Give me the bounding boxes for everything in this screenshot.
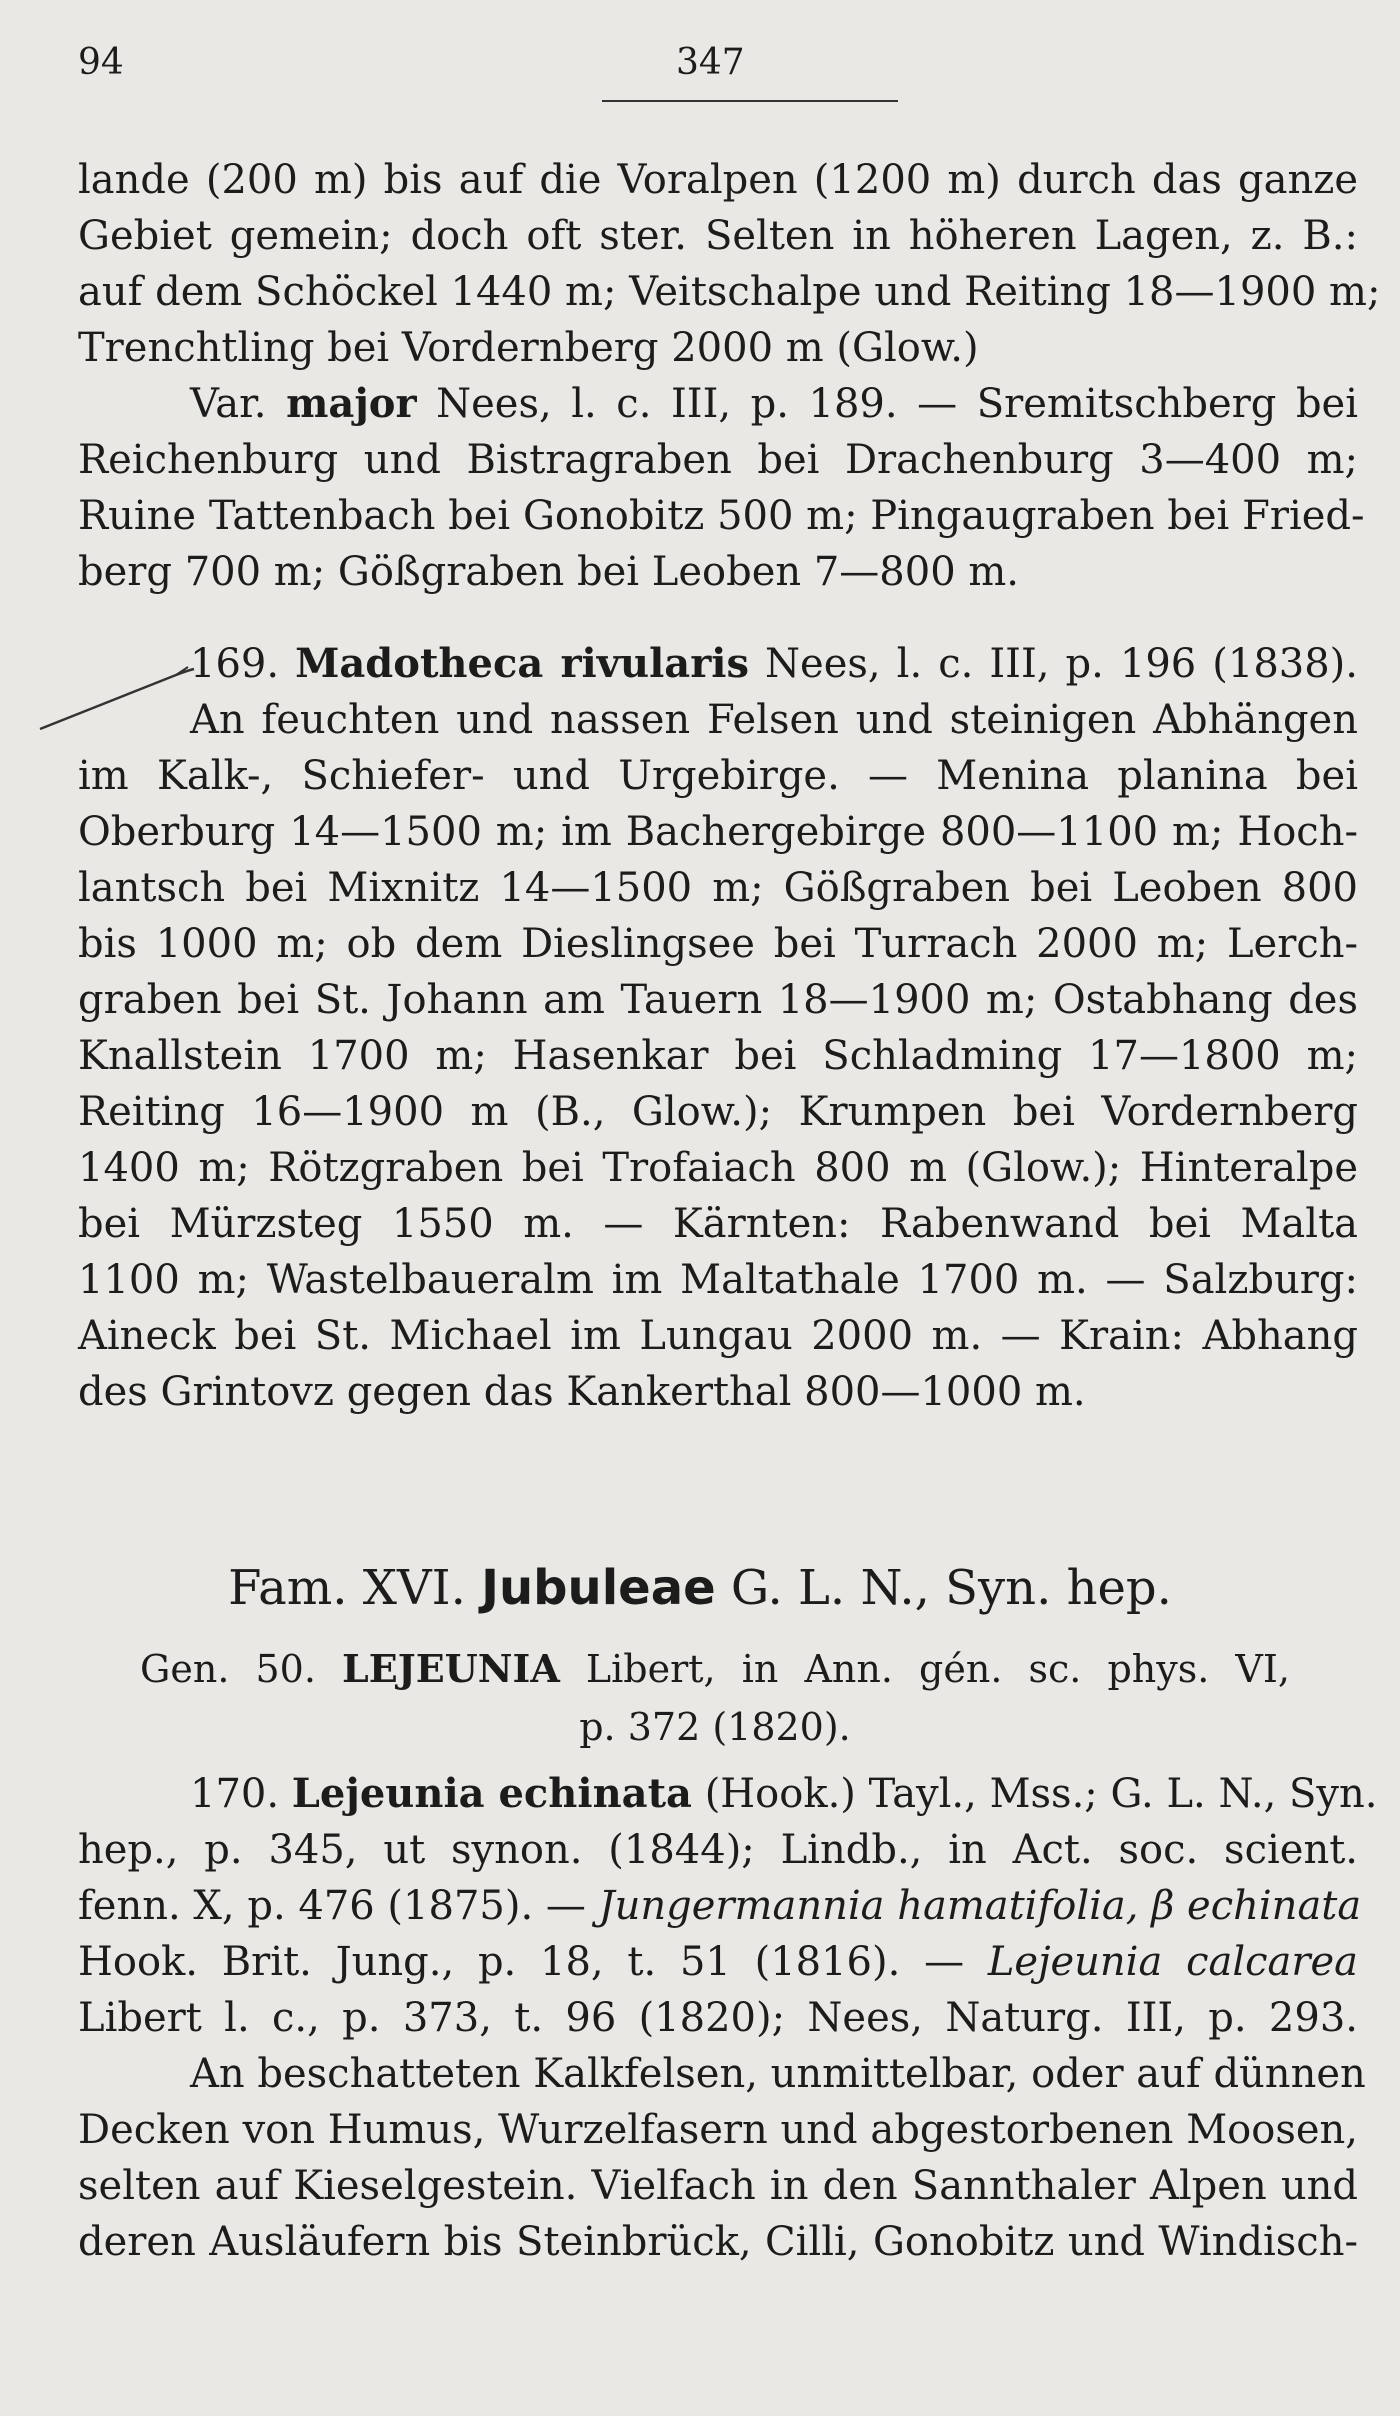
- entry-169: [78, 636, 1358, 1420]
- text-line: Trenchtling bei Vordernberg 2000 m (Glow.): [78, 325, 979, 371]
- text-line: Knallstein 1700 m; Hasenkar bei Schladming 17—1800 m;: [78, 1033, 1358, 1079]
- text-line: lantsch bei Mixnitz 14—1500 m; Gößgraben bei Leoben 800: [78, 865, 1358, 911]
- synonym-italic: Lejeunia calcarea: [987, 1939, 1359, 1985]
- text-line: Ruine Tattenbach bei Gonobitz 500 m; Pingaugraben bei Fried-: [78, 493, 1365, 539]
- page-number-left: 94: [78, 42, 124, 83]
- genus-name: LEJEUNIA: [342, 1646, 560, 1691]
- text-line: lande (200 m) bis auf die Voralpen (1200 m) durch das ganze: [78, 157, 1358, 203]
- text-line: Aineck bei St. Michael im Lungau 2000 m. — Krain: Abhang: [78, 1313, 1358, 1359]
- page-header: [78, 42, 1358, 122]
- species-name: Lejeunia echinata: [291, 1770, 692, 1817]
- genus-line: p. 372 (1820).: [579, 1705, 851, 1749]
- page-number-center: 347: [676, 42, 745, 83]
- text-line: bei Mürzsteg 1550 m. — Kärnten: Rabenwand bei Malta: [78, 1201, 1358, 1247]
- genus-line: Gen. 50. LEJEUNIA Libert, in Ann. gén. sc. phys. VI,: [140, 1646, 1290, 1691]
- text-line: berg 700 m; Gößgraben bei Leoben 7—800 m.: [78, 549, 1019, 595]
- text-line: auf dem Schöckel 1440 m; Veitschalpe und Reiting 18—1900 m;: [78, 269, 1381, 315]
- text-line: fenn. X, p. 476 (1875). — Jungermannia hamatifolia, β echinata: [78, 1883, 1362, 1929]
- text-line: hep., p. 345, ut synon. (1844); Lindb., in Act. soc. scient.: [78, 1827, 1358, 1873]
- text-line: graben bei St. Johann am Tauern 18—1900 m; Ostabhang des: [78, 977, 1358, 1023]
- species-name: Madotheca rivularis: [295, 640, 749, 687]
- text-line: Reiting 16—1900 m (B., Glow.); Krumpen bei Vordernberg: [78, 1089, 1358, 1135]
- synonym-italic: Jungermannia hamatifolia, β echinata: [598, 1883, 1362, 1929]
- text-line: An feuchten und nassen Felsen und steinigen Abhängen: [190, 697, 1358, 743]
- text-line: Reichenburg und Bistragraben bei Drachenburg 3—400 m;: [78, 437, 1358, 483]
- text-line: Decken von Humus, Wurzelfasern und abgestorbenen Moosen,: [78, 2107, 1358, 2153]
- text-line: 1400 m; Rötzgraben bei Trofaiach 800 m (Glow.); Hinteralpe: [78, 1145, 1358, 1191]
- text-line: Libert l. c., p. 373, t. 96 (1820); Nees, Naturg. III, p. 293.: [78, 1995, 1358, 2041]
- text-line: des Grintovz gegen das Kankerthal 800—1000 m.: [78, 1369, 1086, 1415]
- entry-heading: 170. Lejeunia echinata (Hook.) Tayl., Mss.; G. L. N., Syn.: [190, 1770, 1378, 1817]
- entry-170: [78, 1766, 1378, 2270]
- paragraph-distribution-continued: [78, 152, 1381, 600]
- text-line: 1100 m; Wastelbaueralm im Maltathale 1700 m. — Salzburg:: [78, 1257, 1358, 1303]
- text-line: Oberburg 14—1500 m; im Bachergebirge 800—1100 m; Hoch-: [78, 809, 1358, 855]
- family-name: Jubuleae: [481, 1560, 716, 1616]
- text-line: An beschatteten Kalkfelsen, unmittelbar, oder auf dünnen: [190, 2051, 1366, 2097]
- entry-heading: 169. Madotheca rivularis Nees, l. c. III, p. 196 (1838).: [190, 640, 1358, 687]
- text-line: bis 1000 m; ob dem Dieslingsee bei Turrach 2000 m; Lerch-: [78, 921, 1358, 967]
- variety-line: Var. major Nees, l. c. III, p. 189. — Sremitschberg bei: [190, 380, 1359, 427]
- genus-heading: [140, 1640, 1290, 1756]
- text-line: im Kalk-, Schiefer- und Urgebirge. — Menina planina bei: [78, 753, 1358, 799]
- text-line: Gebiet gemein; doch oft ster. Selten in höheren Lagen, z. B.:: [78, 213, 1358, 259]
- family-heading: Fam. XVI. Jubuleae G. L. N., Syn. hep.: [228, 1560, 1172, 1616]
- text-line: selten auf Kieselgestein. Vielfach in den Sannthaler Alpen und: [78, 2163, 1358, 2209]
- text-line: Hook. Brit. Jung., p. 18, t. 51 (1816). — Lejeunia calcarea: [78, 1939, 1359, 1985]
- text-line: deren Ausläufern bis Steinbrück, Cilli, Gonobitz und Windisch-: [78, 2219, 1358, 2265]
- header-rule: [602, 100, 898, 102]
- variety-name: major: [286, 380, 417, 427]
